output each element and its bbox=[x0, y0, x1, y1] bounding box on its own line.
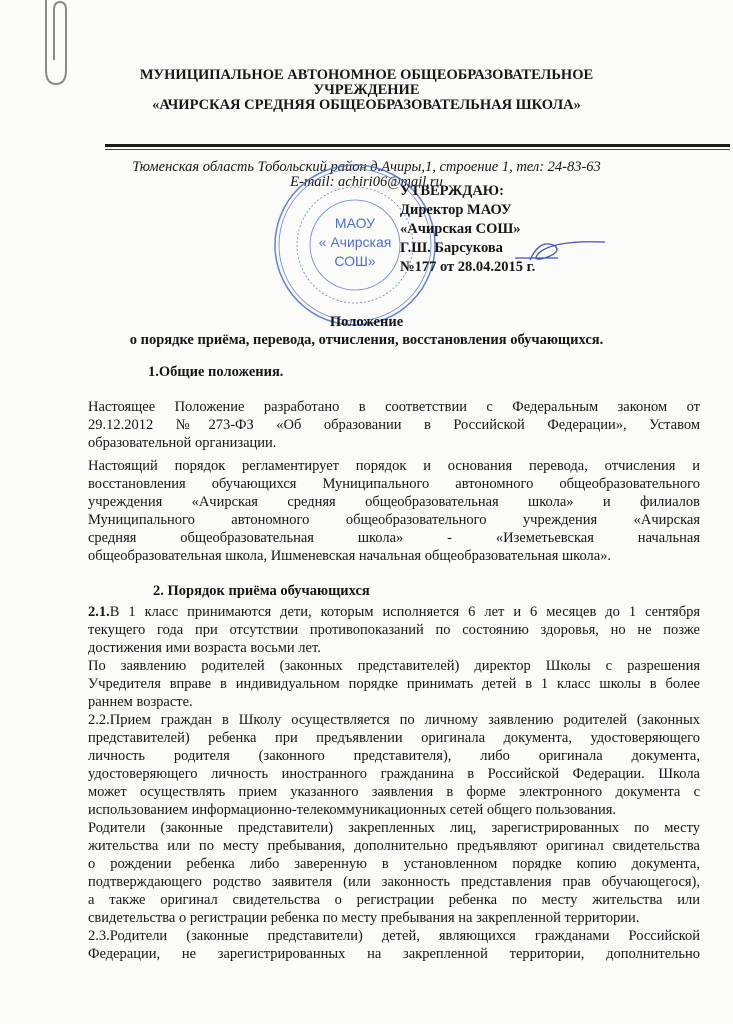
doc-subtitle: о порядке приёма, перевода, отчисления, восстановления обучающихся. bbox=[129, 332, 604, 348]
org-name-line3: «АЧИРСКАЯ СРЕДНЯЯ ОБЩЕОБРАЗОВАТЕЛЬНАЯ ШКОЛА» bbox=[152, 97, 581, 113]
approval-position: Директор МАОУ bbox=[400, 202, 512, 218]
text-line: удостоверяющего личность иностранного гражданина в Российской Федерации. Школа bbox=[88, 766, 700, 782]
text-line: средняя общеобразовательная школа» - «Иземетьевская начальная bbox=[88, 530, 700, 546]
text-line: Родители (законные представители) закрепленных лиц, зарегистрированных по месту bbox=[88, 820, 700, 836]
org-name-line1: МУНИЦИПАЛЬНОЕ АВТОНОМНОЕ ОБЩЕОБРАЗОВАТЕЛЬНОЕ bbox=[139, 67, 594, 83]
text-line: о рождении ребенка либо заверенную в установленном порядке копию документа, bbox=[88, 856, 700, 872]
section1-paragraph-1 bbox=[88, 398, 700, 452]
text-line: личность родителя (законного представителя), либо оригинала документа, bbox=[88, 748, 700, 764]
text-line: жительства или по месту пребывания, дополнительно предъявляют оригинал свидетельства bbox=[88, 838, 700, 854]
address: Тюменская область Тобольский район д.Ачиры,1, строение 1, тел: 24-83-63 bbox=[132, 159, 601, 175]
text-line: Федерации, не зарегистрированных на закрепленной территории, дополнительно bbox=[88, 946, 700, 962]
approval-school: «Ачирская СОШ» bbox=[400, 221, 521, 237]
approval-name: Г.Ш. Барсукова bbox=[400, 240, 503, 256]
text-line: раннем возрасте. bbox=[88, 694, 193, 710]
stamp-text-1: МАОУ bbox=[334, 215, 376, 231]
paragraph-2-2-b bbox=[88, 819, 700, 927]
approval-order: №177 от 28.04.2015 г. bbox=[400, 259, 536, 275]
section1-heading: 1.Общие положения. bbox=[148, 364, 284, 380]
text-line: Настоящий порядок регламентирует порядок и основания перевода, отчисления и bbox=[88, 458, 700, 474]
text-line: 2.2.Прием граждан в Школу осуществляется по личному заявлению родителей (законных bbox=[88, 712, 700, 728]
paragraph-2-2 bbox=[88, 711, 700, 819]
approval-heading: УТВЕРЖДАЮ: bbox=[400, 183, 504, 199]
email: E-mail: achiri06@mail.ru bbox=[290, 174, 443, 190]
signature bbox=[510, 228, 610, 268]
text-line: общеобразовательная школа, Ишменевская начальная общеобразовательная школа». bbox=[88, 548, 612, 564]
text-line: текущего года при отсутствии противопоказаний по состоянию здоровья, но не позже bbox=[88, 622, 700, 638]
clause-number: 2.1. bbox=[88, 604, 110, 620]
text-line: а также оригинал свидетельства о регистрации ребенка по месту жительства или bbox=[88, 892, 700, 908]
text-line: достижения ими возраста восьми лет. bbox=[88, 640, 321, 656]
text-line: Муниципального автономного общеобразовательного учреждения «Ачирская bbox=[88, 512, 700, 528]
text-line: образовательной организации. bbox=[88, 435, 277, 451]
stamp-text-3: СОШ» bbox=[334, 253, 376, 269]
paragraph-2-1 bbox=[88, 603, 700, 657]
text-line: Настоящее Положение разработано в соответствии с Федеральным законом от bbox=[88, 399, 700, 415]
header-rule-thin bbox=[105, 149, 730, 150]
text-line: 29.12.2012 №273-ФЗ «Об образовании в Российской Федерации», Уставом bbox=[88, 417, 700, 433]
doc-title: Положение bbox=[329, 314, 404, 330]
text-line: подтверждающего родство заявителя (или законность представления прав обучающегося), bbox=[88, 874, 700, 890]
text-line: восстановления обучающихся Муниципального автономного общеобразовательного bbox=[88, 476, 700, 492]
text-line: учреждения «Ачирская средняя общеобразовательная школа» и филиалов bbox=[88, 494, 700, 510]
section1-paragraph-2 bbox=[88, 457, 700, 565]
text-line: использованием информационно-телекоммуникационных сетей общего пользования. bbox=[88, 802, 617, 818]
header-rule bbox=[105, 144, 730, 147]
text-line: 2.3.Родители (законные представители) детей, являющихся гражданами Российской bbox=[88, 928, 700, 944]
line-text: В 1 класс принимаются дети, которым исполняется 6 лет и 6 месяцев до 1 сентября bbox=[109, 604, 700, 620]
text-line: может осуществлять прием указанного заявления в форме электронного документа с bbox=[88, 784, 700, 800]
stamp-text-2: « Ачирская bbox=[318, 234, 392, 250]
text-line: По заявлению родителей (законных представителей) директор Школы с разрешения bbox=[88, 658, 700, 674]
paragraph-2-3 bbox=[88, 927, 700, 963]
text-line: свидетельства о регистрации ребенка по месту пребывания на закрепленной территории. bbox=[88, 910, 640, 926]
text-line: представителей) ребенка при предъявлении оригинала документа, удостоверяющего bbox=[88, 730, 700, 746]
section2-body bbox=[88, 603, 700, 963]
section2-heading: 2. Порядок приёма обучающихся bbox=[153, 583, 370, 599]
paragraph-2-1-b bbox=[88, 657, 700, 711]
text-line: Учредителя вправе в индивидуальном порядке принимать детей в 1 класс школы в более bbox=[88, 676, 700, 692]
org-name-line2: УЧРЕЖДЕНИЕ bbox=[313, 82, 420, 98]
text-line bbox=[88, 603, 700, 621]
